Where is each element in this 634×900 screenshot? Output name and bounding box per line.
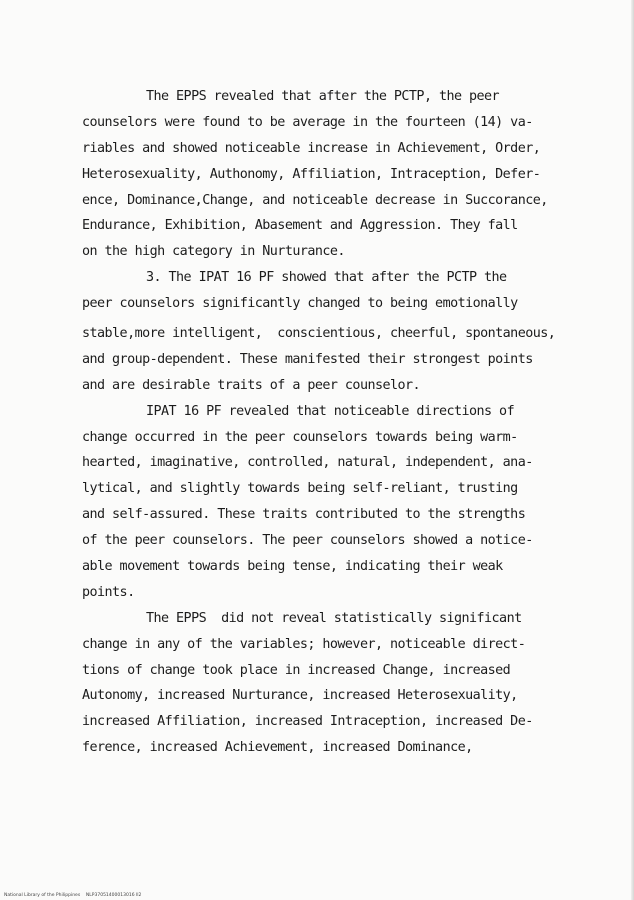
scan-footer: National Library of the Philippines NLP37051400013016 ll2: [4, 893, 142, 898]
text-line: Endurance, Exhibition, Abasement and Aggression. They fall: [82, 218, 518, 234]
text-line: ference, increased Achievement, increased Dominance,: [82, 740, 473, 756]
text-line: change occurred in the peer counselors towards being warm-: [82, 429, 518, 445]
text-line: hearted, imaginative, controlled, natural, independent, ana-: [82, 455, 533, 471]
text-line: peer counselors significantly changed to being emotionally: [82, 296, 518, 312]
text-line: change in any of the variables; however, noticeable direct-: [82, 636, 526, 652]
text-line: Autonomy, increased Nurturance, increased Heterosexuality,: [82, 688, 518, 704]
body-text: [82, 84, 582, 761]
text-line: riables and showed noticeable increase in Achievement, Order,: [82, 140, 541, 156]
text-line: and self-assured. These traits contributed to the strengths: [82, 507, 526, 523]
text-line: lytical, and slightly towards being self-reliant, trusting: [82, 481, 518, 497]
text-line: increased Affiliation, increased Intraception, increased De-: [82, 714, 533, 730]
text-line: Heterosexuality, Authonomy, Affiliation, Intraception, Defer-: [82, 166, 541, 182]
text-line: The EPPS revealed that after the PCTP, the peer: [146, 89, 500, 104]
text-line: 3. The IPAT 16 PF showed that after the PCTP the: [146, 270, 507, 286]
text-line: ence, Dominance,Change, and noticeable decrease in Succorance,: [82, 192, 548, 208]
text-line: counselors were found to be average in the fourteen (14) va-: [82, 114, 533, 130]
text-line: The EPPS did not reveal statistically significant: [146, 610, 522, 626]
text-line: tions of change took place in increased Change, increased: [82, 662, 511, 678]
text-line: points.: [82, 584, 135, 600]
text-line: stable,more intelligent, conscientious, cheerful, spontaneous,: [82, 326, 556, 342]
text-line: able movement towards being tense, indicating their weak: [82, 559, 503, 575]
text-line: IPAT 16 PF revealed that noticeable directions of: [146, 403, 515, 419]
text-line: of the peer counselors. The peer counselors showed a notice-: [82, 533, 533, 549]
text-line: and group-dependent. These manifested their strongest points: [82, 351, 533, 367]
text-line: and are desirable traits of a peer counselor.: [82, 377, 421, 393]
text-line: on the high category in Nurturance.: [82, 244, 345, 260]
